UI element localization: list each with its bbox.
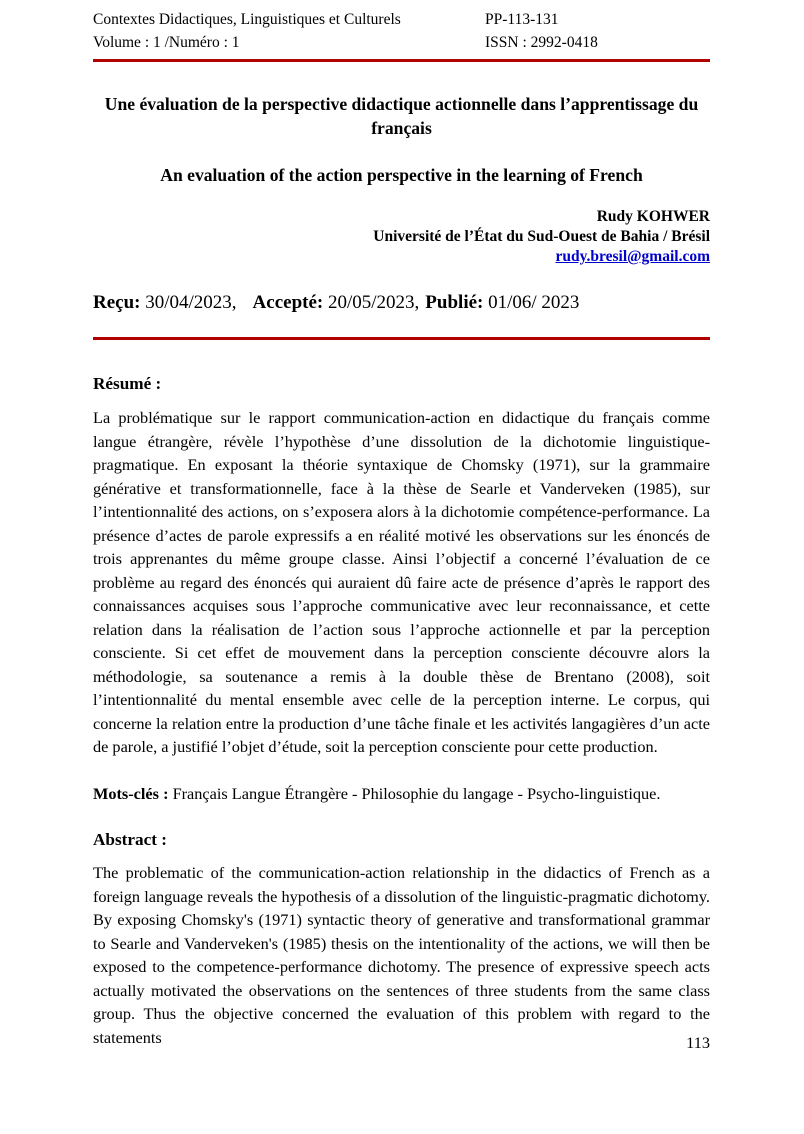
page-number: 113 xyxy=(686,1033,710,1052)
resume-body: La problématique sur le rapport communication-action en didactique du français comme langue étrangère, révèle l’hypothèse d’une dissolution de la dichotomie linguistique-pragmatique. En exposant la théorie syntaxique de Chomsky (1971), sur la grammaire générative et transformationnelle, face à la thèse de Searle et Vanderveken (1985), sur l’intentionnalité des actions, on s’exposera alors à la dichotomie compétence-performance. La présence d’actes de parole expressifs a en réalité motivé les observations sur les énoncés de trois apprenantes du même groupe classe. Ainsi l’objectif a concerné l’évaluation de ce problème au regard des énoncés qui auraient dû faire acte de présence d’après le rapport des connaissances acquises sous l’approche communicative avec leur reconnaissance, et cette relation dans la réalisation de l’action sous l’approche actionnelle et par la perception consciente. Si cet effet de mouvement dans la perception consciente découvre alors la méthodologie, sa soutenance a remis à la double thèse de Brentano (2008), soit l’intentionnalité du mental ensemble avec celle de la perception interne. Le corpus, qui concerne la relation entre la production d’une tâche finale et les activités langagières d’un acte de parole, a justifié l’objet d’étude, soit la perception consciente pour cette production. xyxy=(93,408,710,756)
publication-dates xyxy=(93,290,710,316)
author-block xyxy=(93,207,710,267)
published-label: Publié: xyxy=(425,292,484,313)
journal-masthead xyxy=(93,8,710,54)
keywords-line xyxy=(93,782,710,806)
keywords-label: Mots-clés : xyxy=(93,784,169,803)
accepted-label: Accepté: xyxy=(252,292,324,313)
resume-heading: Résumé : xyxy=(93,374,162,393)
abstract-divider-rule xyxy=(93,337,710,340)
author-email-line xyxy=(93,247,710,267)
received-value: 30/04/2023, xyxy=(145,292,237,313)
abstract-body: The problematic of the communication-action relationship in the didactics of French as a foreign language reveals the hypothesis of a dissolution of the linguistic-pragmatic dichotomy. By exposing Chomsky's (1971) syntactic theory of generative and transformational grammar to Searle and Vanderveken's (1985) thesis on the intentionality of the actions, we will then be exposed to the competence-performance dichotomy. The presence of expressive speech acts actually motivated the observations on the sentences of three students from the same class group. Thus the objective concerned the evaluation of this problem with regard to the statements xyxy=(93,863,710,1047)
journal-volume-issue: Volume : 1 /Numéro : 1 xyxy=(93,34,240,51)
author-affiliation: Université de l’État du Sud-Ouest de Bahia / Brésil xyxy=(373,228,710,245)
accepted-value: 20/05/2023, xyxy=(327,292,420,313)
masthead-row-volume xyxy=(93,31,710,54)
header-divider-rule xyxy=(93,59,710,62)
journal-issn: ISSN : 2992-0418 xyxy=(485,34,598,51)
article-title-english: An evaluation of the action perspective in the learning of French xyxy=(160,165,643,185)
author-name: Rudy KOHWER xyxy=(596,208,710,225)
author-email-link[interactable]: rudy.bresil@gmail.com xyxy=(555,248,710,265)
abstract-heading: Abstract : xyxy=(93,830,167,849)
published-value: 01/06/ 2023 xyxy=(488,292,580,313)
keywords-value: Français Langue Étrangère - Philosophie du langage - Psycho-linguistique. xyxy=(168,784,661,803)
masthead-row-title xyxy=(93,8,710,31)
article-title-french: Une évaluation de la perspective didactique actionnelle dans l’apprentissage du français xyxy=(104,94,699,138)
journal-name: Contextes Didactiques, Linguistiques et Culturels xyxy=(93,11,401,28)
page-range: PP-113-131 xyxy=(485,11,559,28)
received-label: Reçu: xyxy=(93,292,141,313)
